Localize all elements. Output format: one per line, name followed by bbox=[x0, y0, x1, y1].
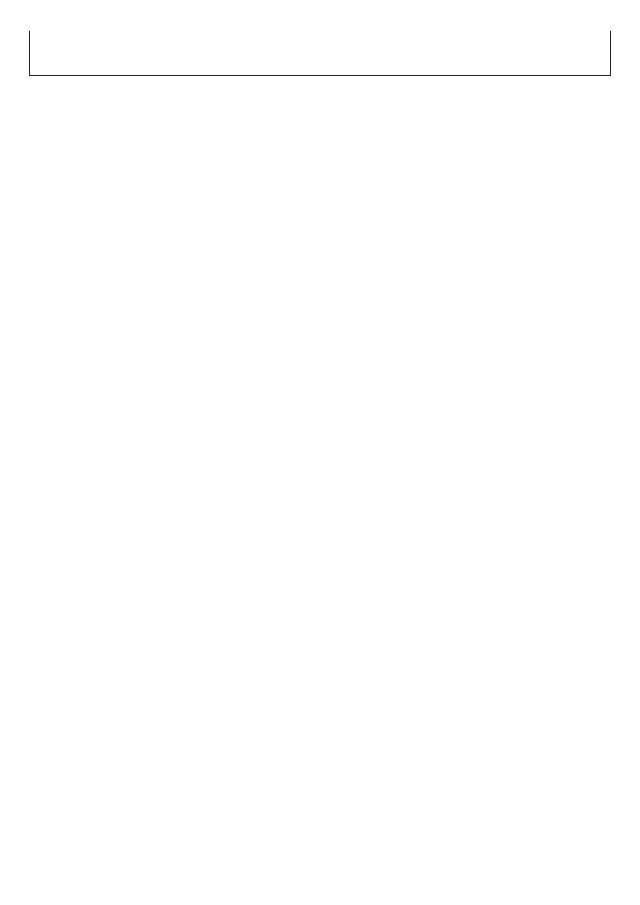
group-title-footer bbox=[29, 61, 611, 76]
coordinates-document bbox=[29, 31, 611, 76]
section-heading bbox=[29, 31, 611, 61]
